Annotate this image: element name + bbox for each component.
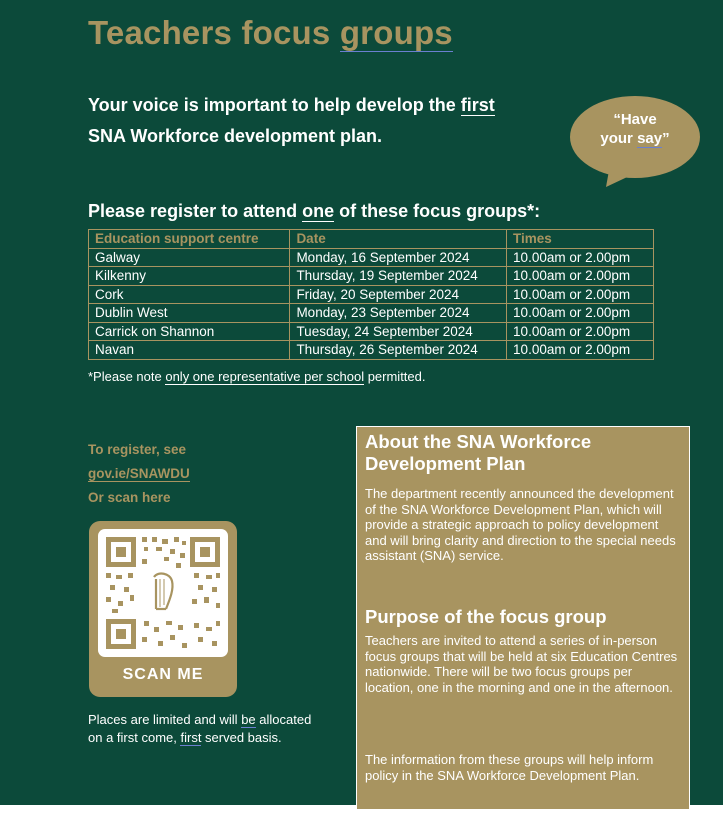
about-paragraph: The department recently announced the development of the SNA Workforce Development Plan, which will provide a strategic approach to policy development and will bring clarity and direction to the special needs assistant (SNA) service. xyxy=(365,486,676,563)
note-part1: *Please note xyxy=(88,369,166,384)
footnote xyxy=(88,369,426,384)
lead-part1: Your voice is important to help develop the xyxy=(88,95,461,115)
title-underlined: groups xyxy=(339,14,453,51)
cell-centre: Dublin West xyxy=(89,304,290,323)
purpose-heading: Purpose of the focus group xyxy=(365,606,607,627)
cell-times: 10.00am or 2.00pm xyxy=(507,322,654,341)
register-heading-underlined: one xyxy=(302,201,335,221)
note-underlined: only one representative per school xyxy=(165,369,365,384)
lead-underlined: first xyxy=(460,95,495,115)
scan-line: Or scan here xyxy=(88,490,171,505)
title-text: Teachers focus xyxy=(88,14,340,51)
cell-centre: Carrick on Shannon xyxy=(89,322,290,341)
cell-centre: Galway xyxy=(89,248,290,267)
cell-date: Thursday, 19 September 2024 xyxy=(290,267,507,286)
register-link[interactable]: gov.ie/SNAWDU xyxy=(88,466,190,481)
register-heading-part1: Please register to attend xyxy=(88,201,303,221)
bubble-line2a: your xyxy=(600,130,638,147)
note-part2: permitted. xyxy=(364,369,426,384)
places-part-c: served basis. xyxy=(201,730,282,745)
cell-centre: Kilkenny xyxy=(89,267,290,286)
places-part-b: allocated on a first come, xyxy=(88,712,312,745)
focus-groups-table xyxy=(88,229,654,360)
lead-text xyxy=(88,90,568,152)
table-row xyxy=(89,322,654,341)
about-heading: About the SNA Workforce Development Plan xyxy=(365,431,592,474)
inform-paragraph: The information from these groups will help inform policy in the SNA Workforce Development Plan. xyxy=(365,752,654,783)
table-row xyxy=(89,267,654,286)
bubble-line2b: ” xyxy=(662,130,670,147)
table-row xyxy=(89,285,654,304)
page-title xyxy=(88,14,453,52)
speech-bubble-text xyxy=(570,110,700,148)
harp-icon xyxy=(154,574,173,609)
scan-me-label: SCAN ME xyxy=(122,666,204,683)
cell-times: 10.00am or 2.00pm xyxy=(507,248,654,267)
about-panel xyxy=(356,426,690,810)
qr-pattern xyxy=(98,529,228,657)
cell-date: Tuesday, 24 September 2024 xyxy=(290,322,507,341)
cell-times: 10.00am or 2.00pm xyxy=(507,341,654,360)
register-info xyxy=(88,438,190,510)
cell-centre: Navan xyxy=(89,341,290,360)
register-line: To register, see xyxy=(88,442,187,457)
cell-date: Friday, 20 September 2024 xyxy=(290,285,507,304)
places-note xyxy=(88,711,318,747)
table-header-row xyxy=(89,230,654,249)
register-heading xyxy=(88,201,540,222)
cell-date: Monday, 16 September 2024 xyxy=(290,248,507,267)
bubble-line1: “Have xyxy=(613,111,657,128)
cell-times: 10.00am or 2.00pm xyxy=(507,304,654,323)
table-row xyxy=(89,341,654,360)
qr-code[interactable] xyxy=(89,521,237,697)
cell-times: 10.00am or 2.00pm xyxy=(507,285,654,304)
bubble-underlined: say xyxy=(637,130,663,147)
places-part-a: Places are limited and will xyxy=(88,712,242,727)
places-underlined-2: first xyxy=(180,730,202,745)
places-underlined-1: be xyxy=(241,712,256,727)
cell-times: 10.00am or 2.00pm xyxy=(507,267,654,286)
table-row xyxy=(89,304,654,323)
cell-centre: Cork xyxy=(89,285,290,304)
cell-date: Monday, 23 September 2024 xyxy=(290,304,507,323)
purpose-paragraph: Teachers are invited to attend a series of in-person focus groups that will be held at six Education Centres nationwide. There will be two focus groups per location, one in the morning and one in the afternoon. xyxy=(365,633,678,695)
register-heading-part2: of these focus groups*: xyxy=(334,201,541,221)
header-times: Times xyxy=(507,230,654,249)
qr-code-image xyxy=(98,529,228,657)
cell-date: Thursday, 26 September 2024 xyxy=(290,341,507,360)
speech-bubble xyxy=(570,95,700,185)
lead-part2: SNA Workforce development plan. xyxy=(88,126,383,146)
table-row xyxy=(89,248,654,267)
header-centre: Education support centre xyxy=(89,230,290,249)
header-date: Date xyxy=(290,230,507,249)
